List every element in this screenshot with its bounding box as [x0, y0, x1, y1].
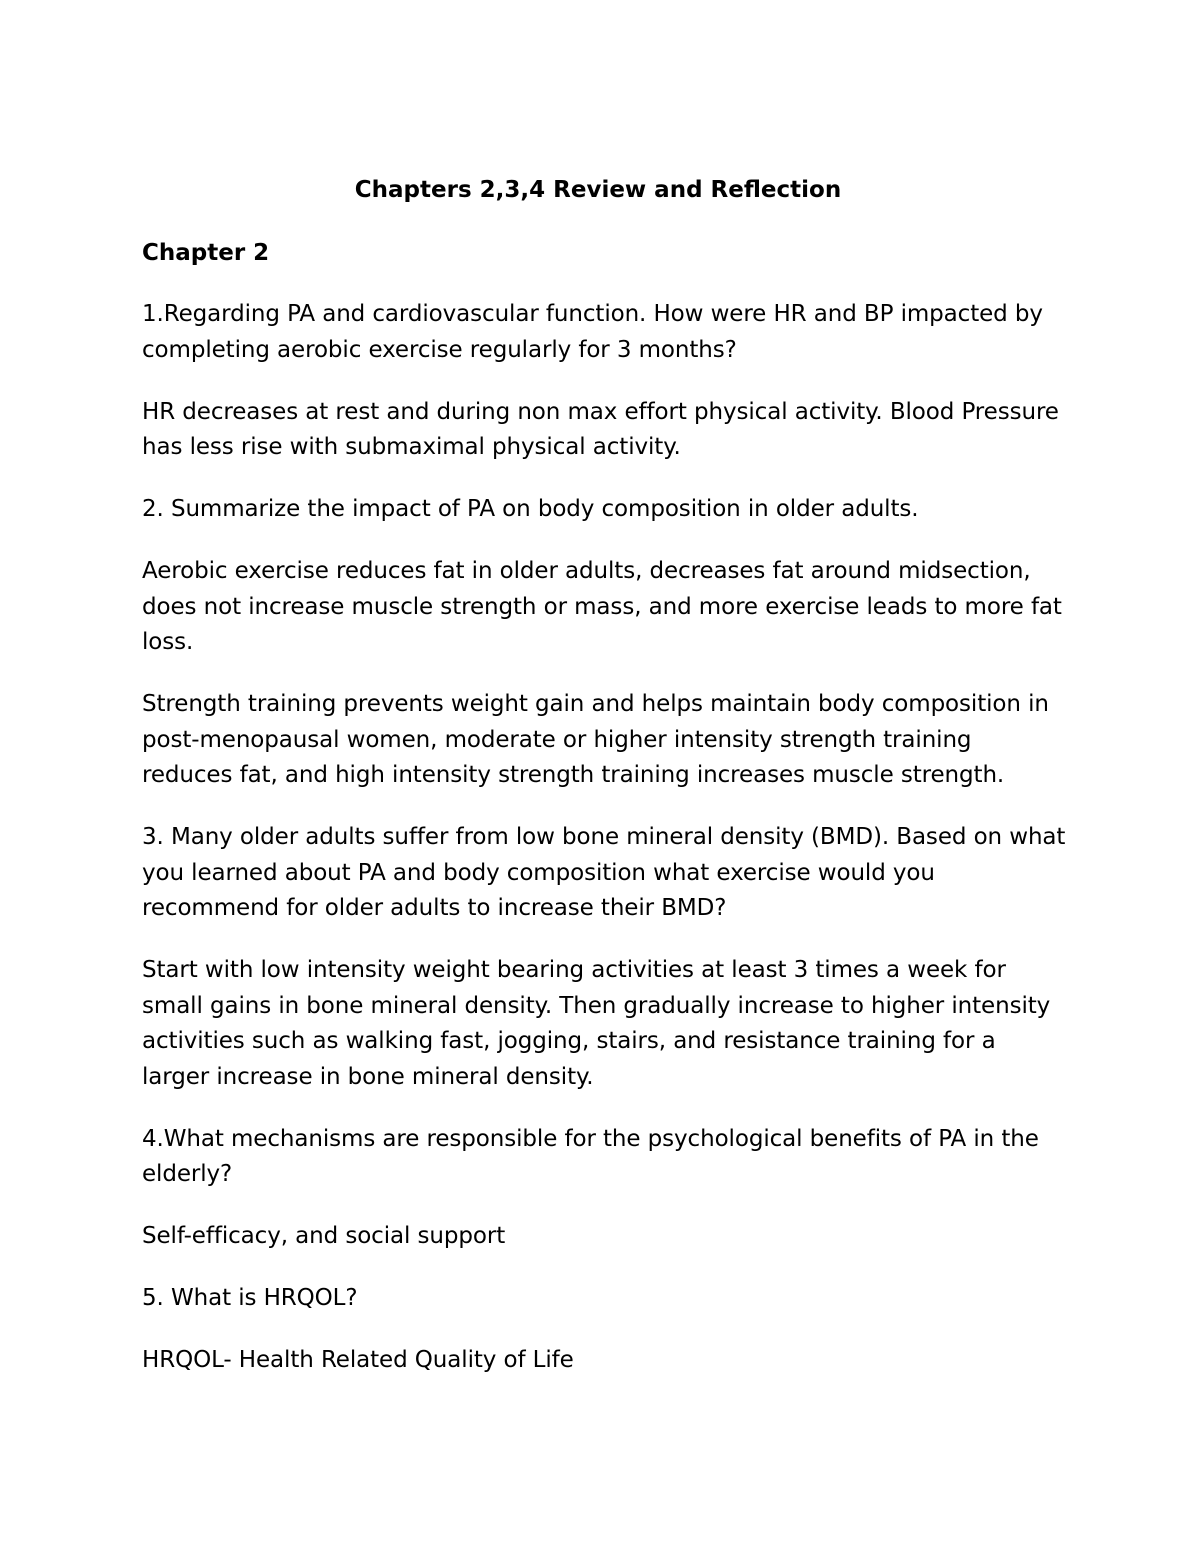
document-title: Chapters 2,3,4 Review and Reflection	[354, 177, 842, 203]
question-3: 3. Many older adults suffer from low bone mineral density (BMD). Based on what you learned about PA and body composition what exercise would you recommend for older adults to increase their BMD?	[142, 824, 1066, 921]
question-5: 5. What is HRQOL?	[142, 1285, 358, 1311]
answer-1: HR decreases at rest and during non max effort physical activity. Blood Pressure has less rise with submaximal physical activity.	[142, 398, 1059, 460]
answer-2-aerobic: Aerobic exercise reduces fat in older adults, decreases fat around midsection, does not increase muscle strength or mass, and more exercise leads to more fat loss.	[142, 558, 1062, 655]
answer-4: Self-efficacy, and social support	[142, 1223, 506, 1249]
question-2: 2. Summarize the impact of PA on body composition in older adults.	[142, 496, 919, 522]
answer-2-strength: Strength training prevents weight gain and helps maintain body composition in post-menopausal women, moderate or higher intensity strength training reduces fat, and high intensity strength training increases muscle strength.	[142, 691, 1049, 788]
chapter-heading: Chapter 2	[142, 240, 270, 266]
answer-3: Start with low intensity weight bearing activities at least 3 times a week for small gains in bone mineral density. Then gradually increase to higher intensity activities such as walking fast, jogging, stairs, and resistance training for a larger increase in bone mineral density.	[142, 957, 1051, 1090]
question-4: 4.What mechanisms are responsible for the psychological benefits of PA in the elderly?	[142, 1125, 1039, 1187]
document-body	[142, 172, 1067, 1405]
answer-5: HRQOL- Health Related Quality of Life	[142, 1347, 574, 1373]
question-1: 1.Regarding PA and cardiovascular function. How were HR and BP impacted by completing aerobic exercise regularly for 3 months?	[142, 301, 1043, 363]
